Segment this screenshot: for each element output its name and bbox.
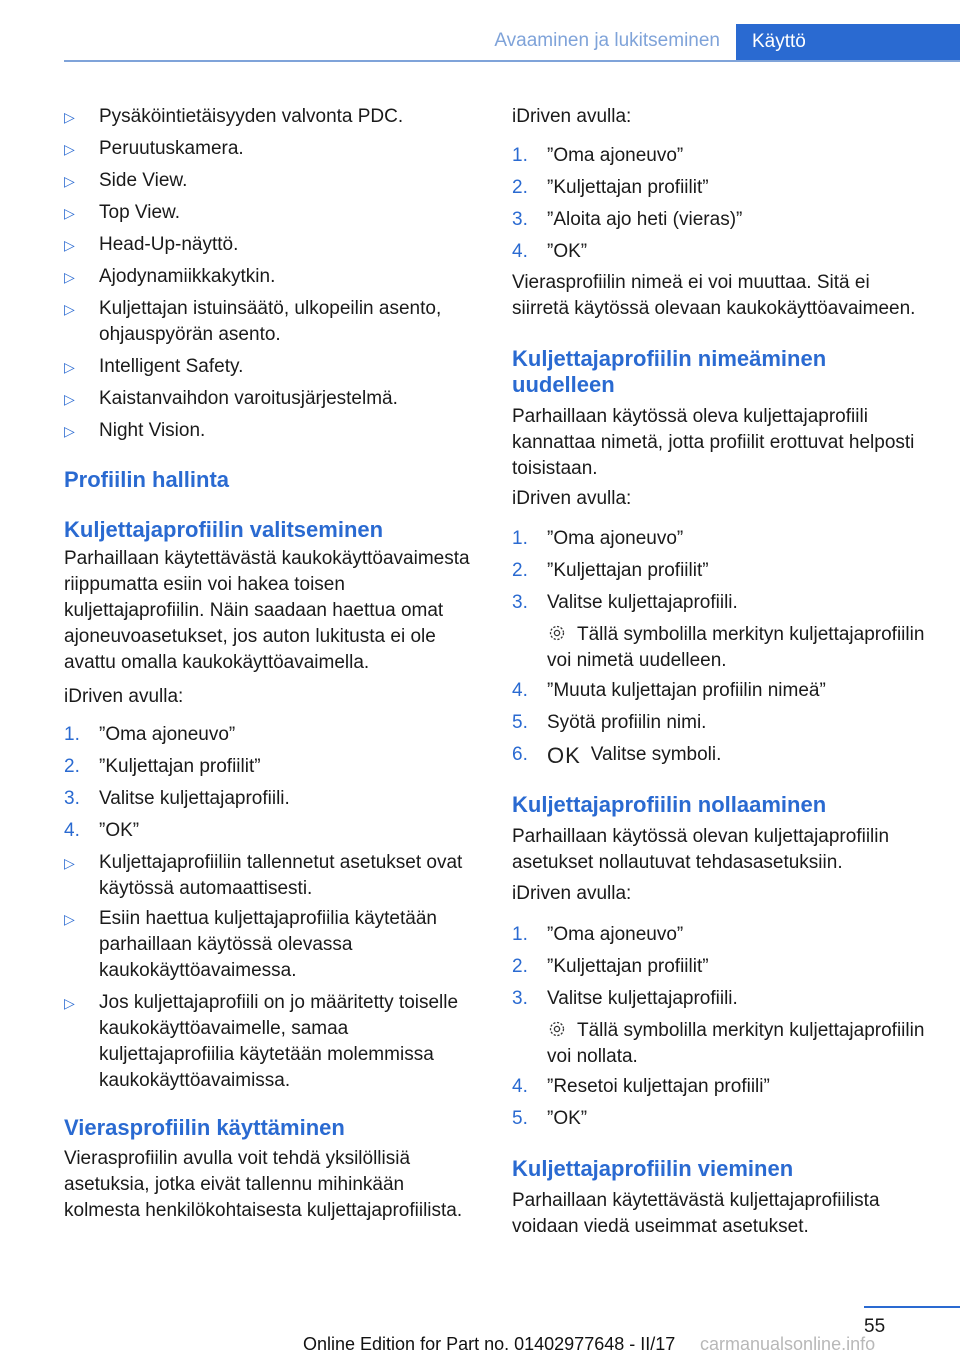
- triangle-right-icon: ▷: [64, 141, 75, 157]
- paragraph-idrive: iDriven avulla:: [512, 106, 632, 127]
- subsection-heading: Kuljettajaprofiilin valitseminen: [64, 517, 384, 542]
- triangle-right-icon: ▷: [64, 237, 75, 253]
- triangle-right-icon: ▷: [64, 109, 75, 125]
- triangle-right-icon: ▷: [64, 301, 75, 317]
- triangle-right-icon: ▷: [64, 269, 75, 285]
- triangle-right-icon: ▷: [64, 173, 75, 189]
- triangle-right-icon: ▷: [64, 911, 75, 927]
- gear-icon: [547, 623, 567, 643]
- paragraph: Parhaillaan käytettävästä kaukokäyttöavaimesta riippumatta esiin voi hakea toisen kuljettajaprofiilin. Näin saadaan haettua omat ajoneuvoasetukset, jos auton lukitusta ei ole avattu omalla kaukokäyttöavaimella.: [64, 548, 470, 673]
- subsection-heading: Vierasprofiilin käyttäminen: [64, 1115, 345, 1140]
- triangle-right-icon: ▷: [64, 205, 75, 221]
- paragraph: Vierasprofiilin avulla voit tehdä yksilöllisiä asetuksia, jotka eivät tallennu mihinkään kolmesta henkilökohtaisesta kuljettajaprofiilista.: [64, 1148, 463, 1221]
- chapter-tab: [736, 24, 960, 62]
- edition-note: Online Edition for Part no. 01402977648 - II/17: [303, 1334, 676, 1354]
- step-note-text: Tällä symbolilla merkityn kuljettajaprofiilin voi nimetä uudelleen.: [547, 624, 925, 671]
- paragraph-idrive: iDriven avulla:: [512, 883, 632, 904]
- step-note-text: Tällä symbolilla merkityn kuljettajaprofiilin voi nollata.: [547, 1020, 925, 1067]
- page-number: 55: [864, 1316, 886, 1337]
- paragraph-idrive: iDriven avulla:: [512, 488, 632, 509]
- chapter-tab-label: Käyttö: [752, 31, 806, 52]
- triangle-right-icon: ▷: [64, 855, 75, 871]
- paragraph-idrive: iDriven avulla:: [64, 686, 184, 707]
- paragraph: Parhaillaan käytössä olevan kuljettajaprofiilin asetukset nollautuvat tehdasasetuksiin.: [512, 826, 890, 873]
- header-rule: [64, 60, 960, 62]
- subsection-heading: Kuljettajaprofiilin nollaaminen: [512, 792, 827, 817]
- footer-rule: [864, 1306, 960, 1308]
- paragraph: Parhaillaan käytössä oleva kuljettajaprofiili kannattaa nimetä, jotta profiilit erottuvat helposti toisistaan.: [512, 406, 915, 479]
- triangle-right-icon: ▷: [64, 359, 75, 375]
- ok-symbol-icon: OK: [547, 743, 581, 768]
- paragraph: Parhaillaan käytettävästä kuljettajaprofiilista voidaan viedä useimmat asetukset.: [512, 1190, 880, 1237]
- running-header-section: Avaaminen ja lukitseminen: [494, 30, 720, 51]
- watermark: carmanualsonline.info: [700, 1334, 876, 1354]
- gear-icon: [547, 1019, 567, 1039]
- subsection-heading: Kuljettajaprofiilin vieminen: [512, 1156, 794, 1181]
- subsection-heading: Kuljettajaprofiilin nimeäminen uudelleen: [512, 346, 827, 397]
- paragraph: Vierasprofiilin nimeä ei voi muuttaa. Sitä ei siirretä käytössä olevaan kaukokäyttöavaimeen.: [512, 272, 916, 319]
- triangle-right-icon: ▷: [64, 423, 75, 439]
- triangle-right-icon: ▷: [64, 995, 75, 1011]
- section-heading: Profiilin hallinta: [64, 467, 230, 492]
- triangle-right-icon: ▷: [64, 391, 75, 407]
